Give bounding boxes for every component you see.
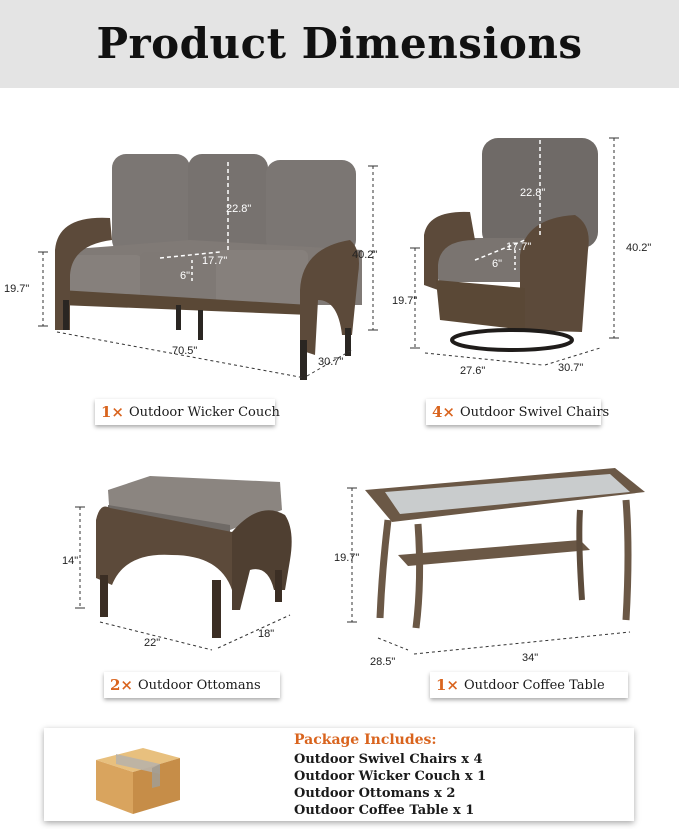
ottoman-name: Outdoor Ottomans: [138, 677, 261, 693]
package-list: [294, 751, 486, 819]
swivel-chair-panel: [392, 100, 679, 400]
couch-panel: [0, 100, 400, 400]
coffee-table-quantity: 1×: [436, 676, 460, 694]
couch-width: 70.5": [172, 345, 198, 357]
couch-side-depth: 30.7": [318, 356, 344, 368]
ottoman-height: 14": [62, 555, 79, 567]
chair-seat-height: 19.7": [392, 295, 418, 307]
package-includes-box: [44, 728, 634, 821]
ottoman-panel: [0, 460, 330, 660]
couch-overall-height: 40.2": [352, 249, 378, 261]
couch-label: [95, 399, 280, 425]
couch-seat-depth: 17.7": [202, 255, 228, 267]
couch-name: Outdoor Wicker Couch: [129, 404, 280, 420]
chair-width: 27.6": [460, 365, 486, 377]
chair-back-height: 22.8": [520, 187, 546, 199]
couch-cushion-thickness: 6": [180, 270, 191, 282]
table-width: 34": [522, 652, 539, 664]
coffee-table-image: [330, 460, 679, 670]
ottoman-label: [104, 672, 280, 698]
package-item: Outdoor Swivel Chairs x 4: [294, 752, 483, 767]
chair-side-depth: 30.7": [558, 362, 584, 374]
coffee-table-name: Outdoor Coffee Table: [464, 677, 605, 693]
ottoman-quantity: 2×: [110, 676, 134, 694]
coffee-table-panel: [330, 460, 679, 670]
cardboard-box-icon: [88, 730, 188, 818]
chair-overall-height: 40.2": [626, 242, 652, 254]
package-item: Outdoor Wicker Couch x 1: [294, 769, 487, 784]
page-header: [0, 0, 679, 88]
chair-cushion-thickness: 6": [492, 258, 503, 270]
couch-back-height: 22.8": [226, 203, 252, 215]
table-depth: 28.5": [370, 656, 396, 668]
table-height: 19.7": [334, 552, 360, 564]
coffee-table-label: [430, 672, 628, 698]
swivel-chair-name: Outdoor Swivel Chairs: [460, 404, 610, 420]
package-title: Package Includes:: [294, 732, 437, 748]
chair-seat-depth: 17.7": [506, 241, 532, 253]
swivel-chair-label: [426, 399, 610, 425]
ottoman-image: [0, 460, 330, 660]
couch-image: [0, 100, 400, 400]
couch-seat-height: 19.7": [4, 283, 30, 295]
ottoman-width: 22": [144, 637, 161, 649]
package-item: Outdoor Ottomans x 2: [294, 786, 456, 801]
ottoman-depth: 18": [258, 628, 275, 640]
swivel-chair-quantity: 4×: [432, 403, 456, 421]
couch-quantity: 1×: [101, 403, 125, 421]
page-title: Product Dimensions: [96, 19, 583, 68]
package-item: Outdoor Coffee Table x 1: [294, 803, 475, 818]
